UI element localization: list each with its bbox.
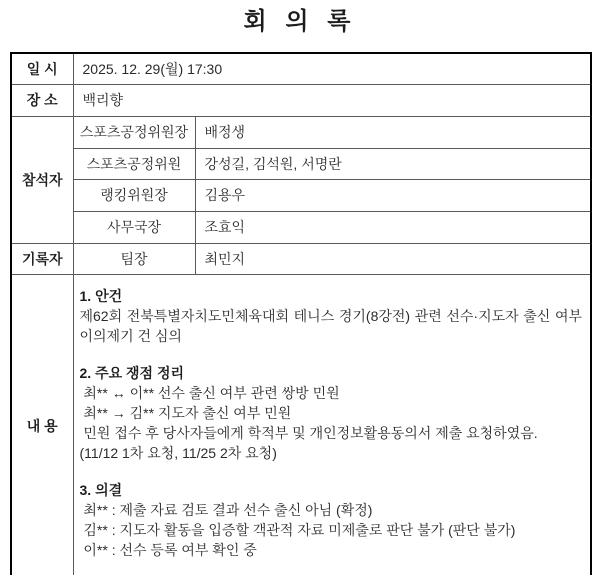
section-line: 최** → 김** 지도자 출신 여부 민원 [79,404,292,421]
attendee-role: 사무국장 [73,211,195,243]
minutes-table [10,52,592,575]
location-label: 장 소 [11,84,73,116]
section-heading: 1. 안건 [79,287,123,304]
attendee-name: 조효익 [195,211,591,243]
recorder-name: 최민지 [195,243,591,274]
section-line: 김** : 지도자 활동을 입증할 객관적 자료 미제출로 판단 불가 (판단 불가) [79,521,516,538]
content-section-issues [80,363,583,463]
attendee-role: 스포츠공정위원장 [73,116,195,148]
recorder-label: 기록자 [11,243,73,274]
attendee-role: 랭킹위원장 [73,179,195,211]
content-label: 내 용 [11,274,73,575]
row-recorder [11,243,591,274]
attendee-name: 배정생 [195,116,591,148]
section-heading: 3. 의결 [79,481,123,498]
datetime-label: 일 시 [11,53,73,84]
content-section-resolution [80,480,583,560]
content-section-agenda [79,286,586,346]
attendee-name: 강성길, 김석원, 서명란 [195,148,591,179]
section-line: 제62회 전북특별자치도민체육대회 테니스 경기(8강전) 관련 선수·지도자 출신 여부 이의제기 건 심의 [79,307,586,344]
attendee-role: 스포츠공정위원 [73,148,195,179]
row-datetime [11,53,591,84]
row-attendee [11,211,591,243]
section-heading: 2. 주요 쟁점 정리 [79,364,184,381]
content-body [73,274,591,575]
row-attendee [11,116,591,148]
row-attendee [11,148,591,179]
recorder-role: 팀장 [73,243,195,274]
section-line: 이** : 선수 등록 여부 확인 중 [79,541,257,558]
attendee-name: 김용우 [195,179,591,211]
section-line: 최** ↔ 이** 선수 출신 여부 관련 쌍방 민원 [79,384,340,401]
location-value: 백리향 [73,84,591,116]
section-line: 민원 접수 후 당사자들에게 학적부 및 개인정보활용동의서 제출 요청하였음. [79,424,538,441]
attendees-label: 참석자 [11,116,73,243]
section-line: 최** : 제출 자료 검토 결과 선수 출신 아님 (확정) [79,501,373,518]
section-line: (11/12 1차 요청, 11/25 2차 요청) [79,444,277,461]
page-title: 회 의 록 [243,8,357,35]
row-location [11,84,591,116]
datetime-value: 2025. 12. 29(월) 17:30 [73,53,591,84]
row-content [11,274,591,575]
row-attendee [11,179,591,211]
